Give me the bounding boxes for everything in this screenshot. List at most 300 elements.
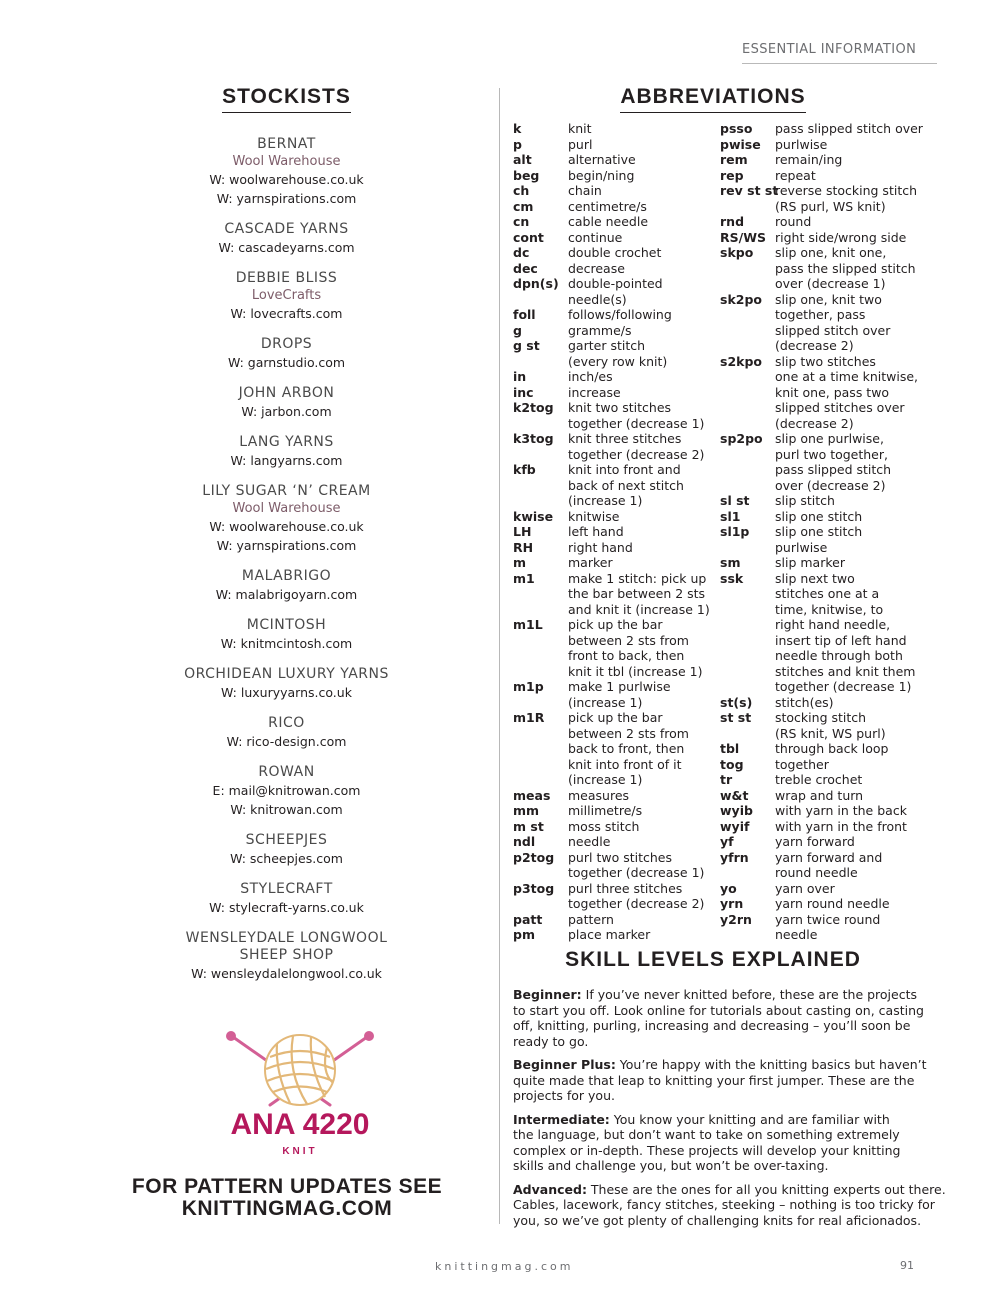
stockists-title: STOCKISTS <box>222 85 351 113</box>
definition-line: purlwise <box>775 539 828 555</box>
section-label: ESSENTIAL INFORMATION <box>742 42 937 64</box>
abbreviation-row <box>720 183 920 214</box>
abbreviation-term: yrn <box>720 896 744 911</box>
abbreviation-definition <box>568 152 716 168</box>
stockist-name: DROPS <box>260 336 313 352</box>
abbreviation-definition <box>775 431 920 493</box>
stockist-entry <box>130 764 443 819</box>
skill-description-line <box>513 1127 913 1143</box>
stockist-contact[interactable]: W: woolwarehouse.co.uk <box>209 519 364 534</box>
abbreviation-definition <box>568 431 716 462</box>
abbreviation-term: st(s) <box>720 694 753 710</box>
stockist-entry <box>130 136 443 208</box>
abbreviation-term: yo <box>720 880 737 896</box>
abbreviation-term: patt <box>513 911 543 927</box>
stockist-name: MCINTOSH <box>246 617 327 633</box>
abbreviation-term: g <box>513 322 522 338</box>
skill-description-line <box>513 1197 935 1213</box>
stockist-contact[interactable]: W: jarbon.com <box>241 404 332 419</box>
definition-line: (decrease 2) <box>775 338 854 353</box>
abbreviation-definition <box>568 803 716 819</box>
definition-line: needle through both <box>775 648 903 663</box>
abbreviation-row <box>513 369 718 385</box>
definition-line: gramme/s <box>568 322 632 338</box>
abbreviation-term: foll <box>513 307 536 322</box>
skill-description-line <box>513 1088 913 1104</box>
abbreviation-row <box>513 261 718 277</box>
abbreviation-term: RH <box>513 539 534 555</box>
stockist-entry <box>130 881 443 917</box>
definition-line: slip marker <box>775 555 845 570</box>
abbreviation-term: psso <box>720 121 753 136</box>
abbreviation-definition <box>775 695 920 711</box>
stockist-entry <box>130 434 443 470</box>
abbreviation-term: beg <box>513 167 540 183</box>
abbreviation-definition <box>568 338 716 369</box>
abbreviation-term: k3tog <box>513 431 554 446</box>
abbreviation-row <box>720 245 920 292</box>
abbreviation-row <box>513 788 718 804</box>
stockist-entry <box>130 617 443 653</box>
definition-line: purlwise <box>775 136 828 152</box>
definition-line: together (decrease 1) <box>568 865 705 880</box>
abbreviation-term: ndl <box>513 834 536 849</box>
definition-line: right hand needle, <box>775 617 891 632</box>
abbreviation-definition <box>568 121 716 137</box>
stockist-contact[interactable]: W: knitrowan.com <box>230 802 343 817</box>
definition-line: millimetre/s <box>568 803 643 818</box>
definition-line: back to front, then <box>568 741 685 756</box>
abbreviation-definition <box>568 385 716 401</box>
stockist-contact[interactable]: W: woolwarehouse.co.uk <box>209 172 364 187</box>
definition-line: insert tip of left hand <box>775 632 907 648</box>
abbreviation-row <box>513 881 718 912</box>
abbreviation-definition <box>775 757 920 773</box>
definition-line: and knit it (increase 1) <box>568 601 710 617</box>
stockist-contact[interactable]: W: luxuryyarns.co.uk <box>221 685 352 700</box>
skill-description-text: quite made that leap to knitting your first jumper. These are the <box>513 1072 915 1088</box>
stockist-entry <box>130 270 443 323</box>
abbreviation-definition <box>775 571 920 695</box>
abbreviation-row <box>513 819 718 835</box>
definition-line: increase <box>568 384 621 400</box>
abbreviation-term: p3tog <box>513 880 555 896</box>
abbreviation-term: inc <box>513 384 534 400</box>
ana-knit-logo <box>215 1027 385 1162</box>
definition-line: continue <box>568 229 623 245</box>
abbreviation-term: sp2po <box>720 431 763 446</box>
abbreviation-row <box>720 757 920 773</box>
definition-line: yarn over <box>775 880 835 896</box>
abbreviation-term: mm <box>513 803 540 818</box>
definition-line: right side/wrong side <box>775 229 907 245</box>
abbreviation-row <box>513 230 718 246</box>
definition-line: with yarn in the front <box>775 818 907 834</box>
definition-line: one at a time knitwise, <box>775 369 919 384</box>
stockist-contact[interactable]: W: rico-design.com <box>226 734 347 749</box>
definition-line: slip next two <box>775 570 855 586</box>
skill-level-name: Intermediate: <box>513 1111 610 1127</box>
abbreviation-row <box>720 741 920 757</box>
stockist-retailer: Wool Warehouse <box>232 154 341 169</box>
abbreviation-row <box>513 571 718 618</box>
footer-url[interactable]: knittingmag.com <box>435 1260 574 1273</box>
definition-line: pass slipped stitch <box>775 462 892 477</box>
skill-description-line <box>513 1143 913 1159</box>
abbreviation-definition <box>568 276 716 307</box>
pattern-updates-note <box>110 1176 464 1220</box>
abbreviation-definition <box>775 183 920 214</box>
stockist-retailer: Wool Warehouse <box>232 501 341 516</box>
abbreviation-term: rem <box>720 152 748 167</box>
abbreviation-row <box>720 509 920 525</box>
abbreviation-row <box>720 710 920 741</box>
skill-level-entry <box>513 1057 927 1104</box>
abbreviation-term: ch <box>513 183 530 198</box>
abbreviation-row <box>720 230 920 246</box>
definition-line: stitches one at a <box>775 586 880 601</box>
abbreviation-term: k2tog <box>513 400 554 415</box>
abbreviation-row <box>720 571 920 695</box>
abbreviation-term: y2rn <box>720 911 752 927</box>
abbreviation-definition <box>775 245 920 292</box>
skill-description-text: off, knitting, purling, increasing and decreasing – you’ll soon be <box>513 1018 911 1033</box>
skill-description-line <box>513 987 918 1003</box>
abbreviation-term: sm <box>720 555 741 570</box>
abbreviation-row <box>720 214 920 230</box>
skill-description-text: you, so we’ve got plenty of challenging knits for real aficionados. <box>513 1212 922 1228</box>
abbreviation-row <box>720 354 920 432</box>
definition-line: with yarn in the back <box>775 803 907 818</box>
definition-line: pass the slipped stitch <box>775 260 916 276</box>
definition-line: inch/es <box>568 369 613 384</box>
abbreviation-definition <box>568 137 716 153</box>
abbreviation-row <box>513 710 718 788</box>
definition-line: moss stitch <box>568 818 640 834</box>
definition-line: slipped stitch over <box>775 322 891 338</box>
definition-line: slip one stitch <box>775 524 863 539</box>
stockist-contact[interactable]: W: lovecrafts.com <box>230 306 343 321</box>
abbreviation-row <box>513 540 718 556</box>
abbreviation-row <box>720 524 920 555</box>
skill-levels-title: SKILL LEVELS EXPLAINED <box>565 948 861 971</box>
abbreviation-row <box>720 168 920 184</box>
abbreviation-definition <box>568 323 716 339</box>
stockist-contact[interactable]: W: stylecraft-yarns.co.uk <box>209 900 364 915</box>
definition-line: knit into front of it <box>568 756 682 772</box>
abbreviation-row <box>513 912 718 928</box>
definition-line: (increase 1) <box>568 493 643 508</box>
abbreviation-term: pwise <box>720 136 761 152</box>
abbreviation-term: sk2po <box>720 291 762 307</box>
page-number: 91 <box>900 1259 914 1272</box>
definition-line: knit it tbl (increase 1) <box>568 663 703 679</box>
definition-line: together (decrease 1) <box>775 679 912 694</box>
abbreviation-definition <box>775 912 920 943</box>
abbreviation-definition <box>775 493 920 509</box>
definition-line: chain <box>568 183 602 198</box>
definition-line: needle(s) <box>568 291 627 307</box>
abbreviations-title: ABBREVIATIONS <box>620 85 805 113</box>
abbreviation-term: ssk <box>720 570 744 586</box>
stockist-name: BERNAT <box>257 136 316 152</box>
definition-line: pick up the bar <box>568 710 663 725</box>
stockist-name: ORCHIDEAN LUXURY YARNS <box>184 666 389 682</box>
abbreviation-definition <box>568 509 716 525</box>
definition-line: centimetre/s <box>568 198 647 214</box>
definition-line: garter stitch <box>568 338 646 353</box>
definition-line: knit two stitches <box>568 400 672 415</box>
abbreviation-definition <box>775 555 920 571</box>
abbreviation-definition <box>775 137 920 153</box>
abbreviation-row <box>513 834 718 850</box>
stockists-section <box>130 85 443 996</box>
pattern-updates-link[interactable]: KNITTINGMAG.COM <box>181 1197 393 1220</box>
abbreviation-definition <box>775 230 920 246</box>
stockist-name: LANG YARNS <box>239 434 334 450</box>
definition-line: marker <box>568 555 613 570</box>
stockist-contact[interactable]: W: garnstudio.com <box>227 355 346 370</box>
skill-description-text: ready to go. <box>513 1033 589 1049</box>
abbreviation-definition <box>775 850 920 881</box>
abbreviation-term: p2tog <box>513 849 555 865</box>
abbreviation-definition <box>568 369 716 385</box>
column-divider <box>499 88 500 1224</box>
stockist-name: CASCADE YARNS <box>224 221 349 237</box>
skill-description-line <box>513 1073 913 1089</box>
abbreviation-row <box>720 896 920 912</box>
abbreviation-definition <box>775 881 920 897</box>
definition-line: together <box>775 756 829 772</box>
definition-line: slip one purlwise, <box>775 431 884 446</box>
abbreviation-definition <box>568 571 716 618</box>
abbreviation-term: m <box>513 555 527 570</box>
skill-description-text: complex or in-depth. These projects will develop your knitting <box>513 1142 901 1158</box>
abbreviation-term: m1 <box>513 570 535 586</box>
abbreviation-row <box>513 617 718 679</box>
abbreviation-definition <box>775 803 920 819</box>
abbreviation-definition <box>568 400 716 431</box>
skill-level-name: Advanced: <box>513 1181 587 1197</box>
abbreviation-definition <box>775 772 920 788</box>
abbreviations-column-2 <box>720 121 923 943</box>
logo-text: ANA 4220 <box>230 1108 370 1141</box>
stockist-entry <box>130 715 443 751</box>
skill-description-line <box>513 1158 913 1174</box>
abbreviation-term: s2kpo <box>720 353 762 369</box>
skill-description-line <box>513 1002 924 1019</box>
definition-line: together (decrease 2) <box>568 896 705 911</box>
abbreviation-row <box>513 462 718 509</box>
abbreviation-term: k <box>513 121 522 136</box>
definition-line: knit one, pass two <box>775 384 890 400</box>
abbreviation-term: cn <box>513 214 530 229</box>
definition-line: decrease <box>568 260 625 276</box>
abbreviation-term: yfrn <box>720 849 749 865</box>
definition-line: (RS knit, WS purl) <box>775 725 886 741</box>
definition-line: make 1 purlwise <box>568 679 671 694</box>
skill-level-entry <box>513 1181 946 1229</box>
abbreviation-definition <box>775 152 920 168</box>
abbreviation-term: kwise <box>513 508 554 524</box>
definition-line: together, pass <box>775 307 866 322</box>
definition-line: (decrease 2) <box>775 415 854 431</box>
abbreviation-row <box>720 819 920 835</box>
definition-line: between 2 sts from <box>568 725 689 741</box>
definition-line: pass slipped stitch over <box>775 121 923 136</box>
stockist-contact[interactable]: W: langyarns.com <box>230 453 343 468</box>
definition-line: pattern <box>568 911 614 927</box>
abbreviation-term: alt <box>513 152 532 167</box>
abbreviation-term: m1L <box>513 617 543 632</box>
stockist-contact[interactable]: W: yarnspirations.com <box>216 191 357 206</box>
definition-line: slip one stitch <box>775 508 863 524</box>
abbreviation-term: dec <box>513 260 538 276</box>
stockist-contact[interactable]: E: mail@knitrowan.com <box>212 783 361 798</box>
skill-description-line <box>513 1057 927 1073</box>
abbreviation-definition <box>775 896 920 912</box>
abbreviation-row <box>513 276 718 307</box>
definition-line: the bar between 2 sts <box>568 586 706 601</box>
definition-line: begin/ning <box>568 167 635 183</box>
skill-description-text: If you’ve never knitted before, these are the projects <box>581 987 918 1002</box>
abbreviation-row <box>513 385 718 401</box>
abbreviation-row <box>720 850 920 881</box>
abbreviation-row <box>720 121 923 137</box>
definition-line: slip one, knit two <box>775 291 882 307</box>
skill-description-text: You’re happy with the knitting basics but haven’t <box>615 1057 927 1072</box>
skill-description-line <box>513 1018 913 1034</box>
definition-line: over (decrease 2) <box>775 477 886 493</box>
abbreviation-term: p <box>513 136 522 152</box>
abbreviation-row <box>720 152 920 168</box>
abbreviation-definition <box>568 199 716 215</box>
abbreviation-definition <box>568 245 716 261</box>
definition-line: yarn round needle <box>775 896 890 911</box>
definition-line: knit into front and <box>568 462 681 477</box>
abbreviation-row <box>513 555 718 571</box>
stockist-contact[interactable]: W: yarnspirations.com <box>216 538 357 553</box>
definition-line: purl three stitches <box>568 880 683 896</box>
stockist-entry <box>130 568 443 604</box>
abbreviation-definition <box>775 509 920 525</box>
skill-level-entry <box>513 1112 913 1174</box>
abbreviation-definition <box>568 819 716 835</box>
definition-line: purl <box>568 136 593 152</box>
stockist-contact[interactable]: W: malabrigoyarn.com <box>215 587 358 602</box>
abbreviation-term: yf <box>720 834 734 849</box>
abbreviation-definition <box>568 679 716 710</box>
abbreviation-definition <box>568 462 716 509</box>
abbreviation-term: rep <box>720 167 744 183</box>
stockist-retailer: LoveCrafts <box>251 288 322 303</box>
abbreviation-row <box>513 400 718 431</box>
definition-line: yarn forward <box>775 834 855 849</box>
abbreviation-row <box>513 152 718 168</box>
abbreviation-term: tbl <box>720 741 740 756</box>
stockist-entry <box>130 930 443 983</box>
stockist-name: DEBBIE BLISS <box>235 270 338 286</box>
definition-line: knit <box>568 121 592 136</box>
abbreviation-row <box>513 307 718 323</box>
skill-description-line <box>513 1034 913 1050</box>
stockist-entry <box>130 385 443 421</box>
abbreviation-row <box>720 555 920 571</box>
definition-line: front to back, then <box>568 648 685 663</box>
abbreviation-row <box>513 245 718 261</box>
abbreviations-header <box>513 85 913 113</box>
abbreviation-definition <box>775 710 920 741</box>
abbreviation-term: sl1p <box>720 524 750 539</box>
stockist-entry <box>130 832 443 868</box>
definition-line: through back loop <box>775 741 889 756</box>
abbreviation-term: RS/WS <box>720 229 766 245</box>
definition-line: wrap and turn <box>775 787 864 803</box>
skill-description-text: projects for you. <box>513 1088 615 1103</box>
skill-description-line <box>513 1212 922 1229</box>
abbreviation-definition <box>568 850 716 881</box>
definition-line: double-pointed <box>568 276 663 291</box>
abbreviation-term: tr <box>720 772 733 787</box>
abbreviation-definition <box>568 927 716 943</box>
definition-line: slip one, knit one, <box>775 245 887 260</box>
abbreviation-term: in <box>513 369 527 384</box>
definition-line: stitch(es) <box>775 694 834 710</box>
abbreviation-row <box>513 168 718 184</box>
definition-line: round <box>775 214 812 229</box>
definition-line: between 2 sts from <box>568 632 689 648</box>
stockist-contact[interactable]: W: cascadeyarns.com <box>218 240 355 255</box>
definition-line: back of next stitch <box>568 477 684 493</box>
definition-line: knitwise <box>568 508 620 524</box>
abbreviation-definition <box>775 834 920 850</box>
stockist-contact[interactable]: W: knitmcintosh.com <box>220 636 353 651</box>
stockist-name: WENSLEYDALE LONGWOOL SHEEP SHOP <box>185 930 388 963</box>
abbreviation-definition <box>568 214 716 230</box>
definition-line: left hand <box>568 524 624 539</box>
skill-levels-list <box>513 987 946 1228</box>
abbreviation-row <box>513 183 718 199</box>
stockists-list <box>130 136 443 983</box>
definition-line: together (decrease 2) <box>568 446 705 462</box>
abbreviation-term: m st <box>513 818 544 834</box>
stockist-contact[interactable]: W: scheepjes.com <box>230 851 343 866</box>
definition-line: needle <box>775 927 818 942</box>
definition-line: stitches and knit them <box>775 663 916 679</box>
abbreviation-term: w&t <box>720 787 749 803</box>
definition-line: purl two together, <box>775 446 888 462</box>
skill-description-text: to start you off. Look online for tutorials about casting on, casting <box>513 1002 924 1018</box>
abbreviation-row <box>720 137 920 153</box>
abbreviation-definition <box>568 307 716 323</box>
definition-line: cable needle <box>568 214 649 229</box>
abbreviation-definition <box>775 354 920 432</box>
abbreviation-row <box>513 509 718 525</box>
skill-description-text: Cables, lacework, fancy stitches, steeking – nothing is too tricky for <box>513 1197 935 1212</box>
stockist-entry <box>130 221 443 257</box>
abbreviation-row <box>513 927 718 943</box>
abbreviation-term: cont <box>513 229 544 245</box>
abbreviation-term: m1p <box>513 679 544 694</box>
abbreviation-term: rev st st <box>720 183 779 198</box>
abbreviation-row <box>513 850 718 881</box>
skill-description-text: the language, but don’t want to take on something extremely <box>513 1127 900 1142</box>
abbreviation-row <box>720 803 920 819</box>
abbreviation-definition <box>775 168 920 184</box>
stockist-contact[interactable]: W: wensleydalelongwool.co.uk <box>191 966 382 981</box>
definition-line: (increase 1) <box>568 694 643 710</box>
stockist-name: SCHEEPJES <box>245 832 328 848</box>
